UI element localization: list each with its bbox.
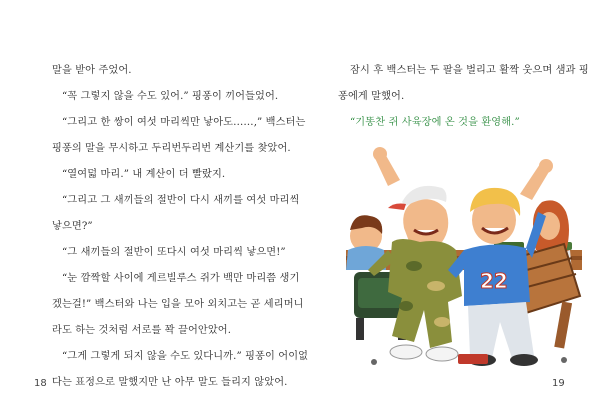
jersey-number: 22: [480, 269, 508, 293]
paragraph: “그게 그렇게 되지 않을 수도 있다니까.” 핑퐁이 어이없 다는 표정으로 말했지만 난 아무 말도 들리지 않았어.: [52, 351, 309, 388]
paragraph: “그 새끼들의 절반이 또다시 여섯 마리씩 낳으면!”: [62, 247, 286, 258]
paragraph: 잠시 후 백스터는 두 팔을 벌리고 활짝 웃으며 샘과 핑 퐁에게 말했어.: [338, 65, 589, 102]
illustration: [344, 146, 584, 372]
page-number: 19: [552, 378, 565, 389]
paragraph: “열여덟 마리.” 내 계산이 더 빨랐지.: [62, 169, 226, 180]
paragraph: 말을 받아 주었어.: [52, 65, 132, 76]
paragraph: “그리고 그 새끼들의 절반이 다시 새끼를 여섯 마리씩 낳으면?”: [52, 195, 300, 232]
paragraph: “눈 깜짝할 사이에 게르빌루스 쥐가 백만 마리쯤 생기 겠는걸!” 백스터와 나는 입을 모아 외치고는 곧 세리머니 라도 하는 것처럼 서로를 꽉 끌어안았어.: [52, 273, 304, 336]
paragraph: “꼭 그렇지 않을 수도 있어.” 핑퐁이 끼어들었어.: [62, 91, 279, 102]
green-quote: “기똥찬 쥐 사육장에 온 것을 환영해.”: [350, 117, 520, 128]
page-number: 18: [34, 378, 47, 389]
right-page: [300, 0, 600, 420]
paragraph: “그리고 한 쌍이 여섯 마리씩만 낳아도……,” 백스터는 핑퐁의 말을 무시하고 두리번두리번 계산기를 찾았어.: [52, 117, 306, 154]
